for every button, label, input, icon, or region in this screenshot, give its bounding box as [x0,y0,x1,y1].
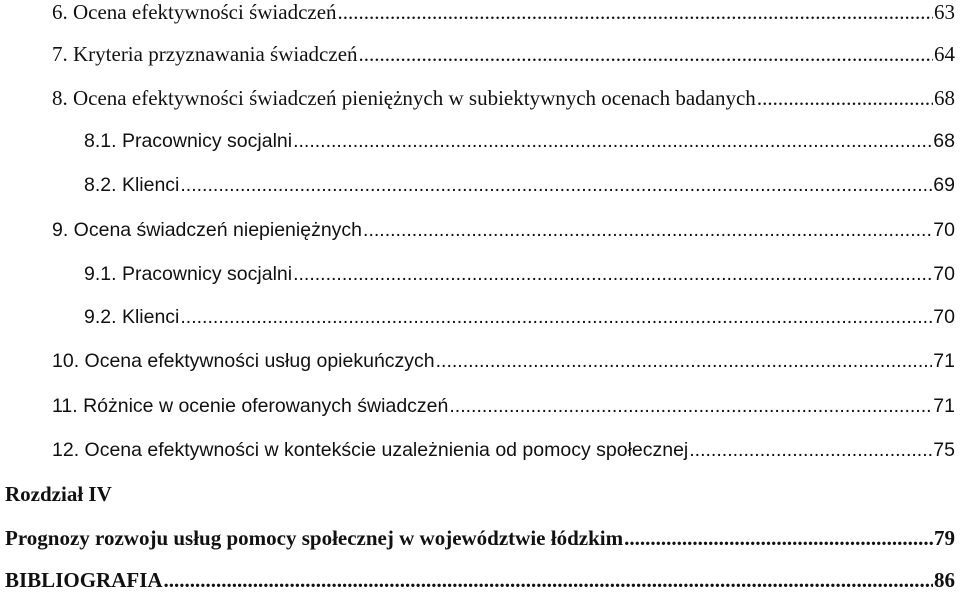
toc-entry-title: 7. Kryteria przyznawania świadczeń [52,42,358,66]
dot-leader [338,0,933,29]
toc-page-number: 63 [934,0,955,24]
toc-entry[interactable] [84,168,955,202]
toc-entry[interactable] [5,521,955,555]
toc-page-number: 68 [933,130,955,152]
toc-entry-title: 6. Ocena efektywności świadczeń [52,0,337,24]
toc-entry[interactable] [52,0,955,29]
toc-entry[interactable] [84,300,955,334]
toc-entry-title: 9. Ocena świadczeń niepieniężnych [52,219,363,241]
toc-page-number: 69 [933,174,955,196]
dot-leader [180,300,932,334]
toc-entry-title: 9.2. Klienci [84,306,180,328]
toc-entry[interactable] [52,213,955,247]
toc-entry-title: BIBLIOGRAFIA [5,568,163,592]
dot-leader [359,37,933,71]
dot-leader [689,433,932,467]
toc-page-number: 86 [934,568,955,592]
toc-page-number: 79 [934,526,955,550]
dot-leader [436,344,933,378]
toc-entry-title: 8. Ocena efektywności świadczeń pieniężnych w subiektywnych ocenach badanych [52,86,756,110]
toc-entry[interactable] [52,389,955,423]
toc-entry[interactable] [52,81,955,115]
toc-entry-title: 10. Ocena efektywności usług opiekuńczych [52,350,435,372]
dot-leader [449,389,932,423]
toc-page-number: 71 [933,350,955,372]
toc-page-number: 68 [934,86,955,110]
toc-page-number: 70 [933,219,955,241]
dot-leader [293,124,932,158]
toc-entry[interactable] [84,124,955,158]
toc-entry-title: 9.1. Pracownicy socjalni [84,263,293,285]
toc-page-number: 64 [934,42,955,66]
toc-page-number: 70 [933,263,955,285]
toc-entry-title: Prognozy rozwoju usług pomocy społecznej w województwie łódzkim [5,526,624,550]
toc-page-number: 75 [933,439,955,461]
toc-entry-title: 8.1. Pracownicy socjalni [84,130,293,152]
dot-leader [363,213,932,247]
toc-entry-title: 8.2. Klienci [84,174,180,196]
toc-entry-title: 12. Ocena efektywności w kontekście uzależnienia od pomocy społecznej [52,439,689,461]
toc-page-number: 70 [933,306,955,328]
dot-leader [757,81,933,115]
dot-leader [293,257,932,291]
dot-leader [180,168,932,202]
toc-entry[interactable] [84,257,955,291]
toc-entry-title: 11. Różnice w ocenie oferowanych świadczeń [52,395,449,417]
chapter-heading: Rozdział IV [5,482,112,506]
toc-entry[interactable] [52,344,955,378]
toc-page-number: 71 [933,395,955,417]
toc-entry[interactable] [52,433,955,467]
toc-entry[interactable] [52,37,955,71]
dot-leader [624,521,933,555]
